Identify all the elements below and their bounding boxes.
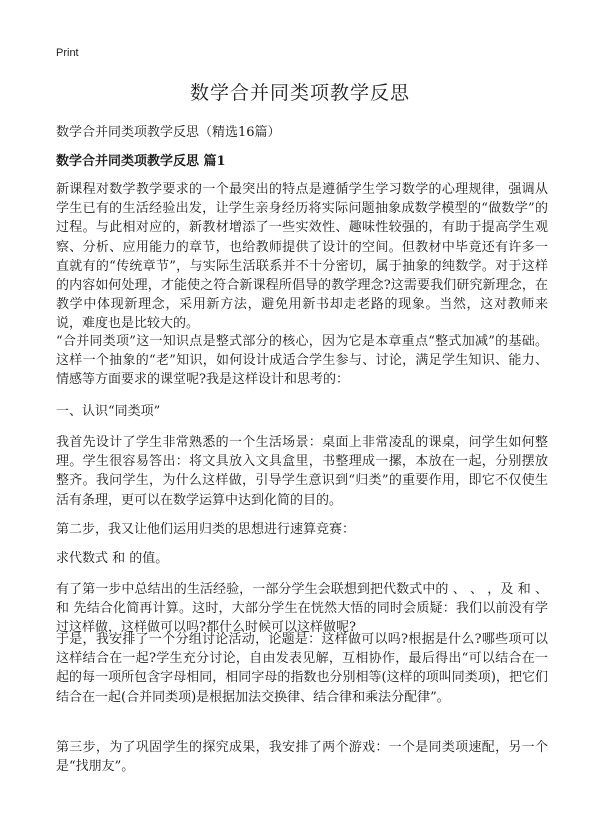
paragraph: 有了第一步中总结出的生活经验，一部分学生会联想到把代数式中的 、 、 ，及 和 、和 先结合化简再计算。这时，大部分学生在恍然大悟的同时会质疑：我们以前没有学过这样做，这样做可以吗?都什么时候可以这样做呢? [56, 582, 548, 636]
document-subtitle: 数学合并同类项教学反思（精选16篇） [56, 125, 281, 140]
paragraph: 于是，我安排了一个分组讨论活动，论题是：这样做可以吗?根据是什么?哪些项可以这样结合在一起?学生充分讨论，自由发表见解，互相协作，最后得出“可以结合在一起的每一项所包含字母相同，相同字母的指数也分别相等(这样的项叫同类项)，把它们结合在一起(合并同类项)是根据加法交换律、结合律和乘法分配律”。 [56, 632, 548, 705]
paragraph: 第二步，我又让他们运用归类的思想进行速算竞赛： [56, 522, 356, 537]
print-label[interactable]: Print [56, 47, 79, 59]
section-heading: 数学合并同类项教学反思 篇1 [56, 154, 226, 169]
paragraph: 新课程对数学教学要求的一个最突出的特点是遵循学生学习数学的心理规律，强调从学生已有的生活经验出发，让学生亲身经历将实际问题抽象成数学模型的“做数学”的过程。与此相对应的，新教材增添了一些实效性、趣味性较强的，有助于提高学生观察、分析、应用能力的章节，也给教师提供了设计的空间。但教材中毕竟还有许多一直就有的“传统章节”，与实际生活联系并不十分密切，属于抽象的纯数学。对于这样的内容如何处理，才能使之符合新课程所倡导的教学理念?这需要我们研究新理念，在教学中体现新理念，采用新方法，避免用新书却走老路的现象。当然，这对教师来说，难度也是比较大的。 [56, 182, 548, 332]
paragraph: “合并同类项”这一知识点是整式部分的核心，因为它是本章重点“整式加减”的基础。这样一个抽象的“老”知识，如何设计成适合学生参与、讨论，满足学生知识、能力、情感等方面要求的课堂呢?我是这样设计和思考的： [56, 334, 548, 388]
paragraph: 求代数式 和 的值。 [56, 551, 169, 566]
paragraph: 我首先设计了学生非常熟悉的一个生活场景：桌面上非常凌乱的课桌，问学生如何整理。学生很容易答出：将文具放入文具盒里，书整理成一摞，本放在一起，分别摆放整齐。我问学生，为什么这样做，引导学生意识到“归类”的重要作用，即它不仅使生活有条理，更可以在数学运算中达到化简的目的。 [56, 435, 548, 508]
paragraph-heading: 一、认识“同类项” [56, 404, 161, 419]
paragraph: 第三步，为了巩固学生的探究成果，我安排了两个游戏：一个是同类项速配，另一个是“找朋友”。 [56, 740, 548, 775]
document-title: 数学合并同类项教学反思 [189, 82, 410, 104]
